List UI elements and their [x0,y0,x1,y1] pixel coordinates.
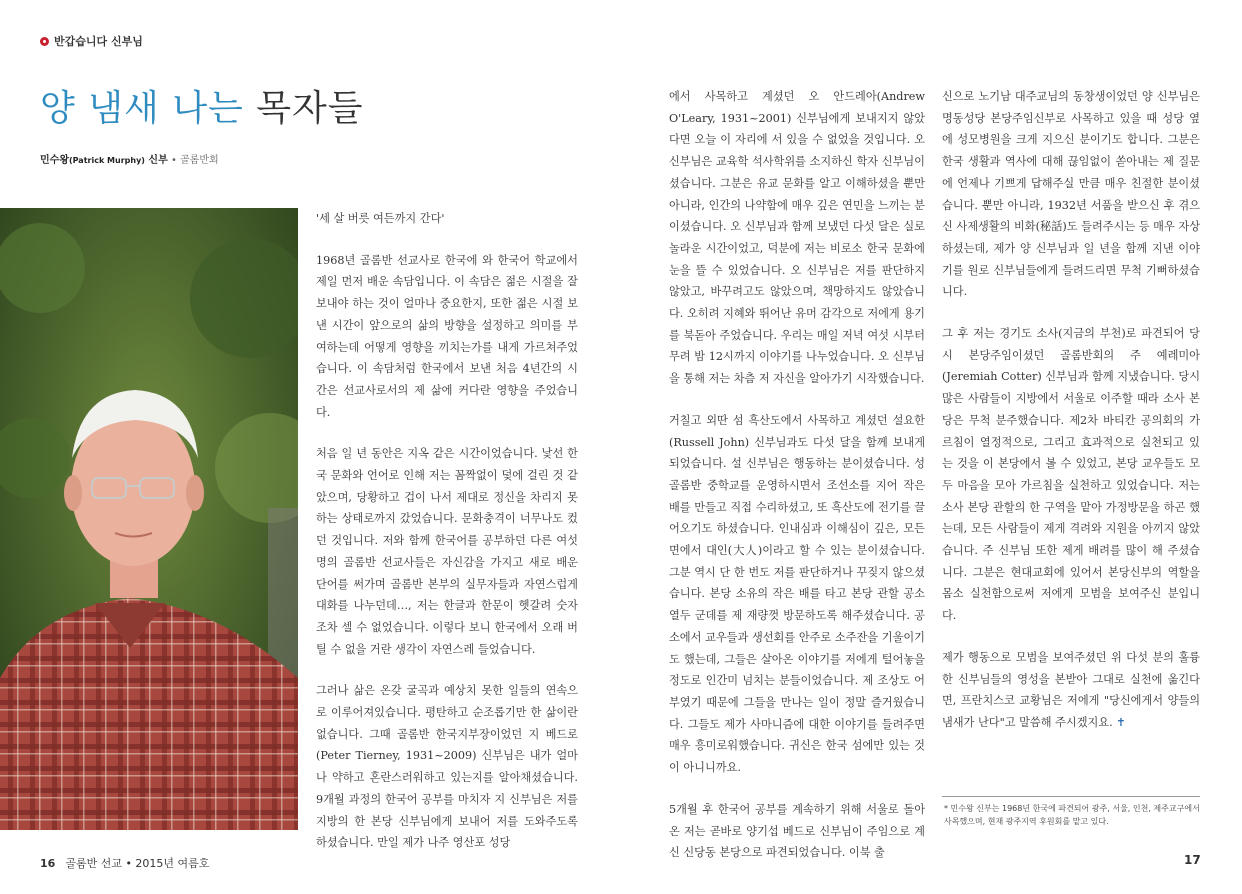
section-tag [40,33,143,49]
article-paragraph: 1968년 골롬반 선교사로 한국에 와 한국어 학교에서 제일 먼저 배운 속담입니다. 이 속담은 젊은 시절을 잘 보내야 하는 것이 얼마나 중요한지, 또한 젊은 시절 보낸 시간이 앞으로의 삶의 방향을 설정하고 의미를 부여하는데 어떻게 영향을 끼치는가를 내게 가르쳐주었습니다. 이 속담처럼 한국에서 보낸 처음 4년간의 시간은 선교사로서의 제 삶에 커다란 영향을 주었습니다. [316,253,578,419]
issue-label: • 2015년 여름호 [121,857,210,870]
article-column-3 [942,86,1200,754]
author-org: • 골롬반회 [167,155,219,166]
author-photo [0,208,298,830]
title-accent: 양 냄새 나는 [40,88,244,129]
article-paragraph: 5개월 후 한국어 공부를 계속하기 위해 서울로 돌아온 저는 곧바로 양기섭 베드로 신부님이 주임으로 계신 신당동 본당으로 파견되었습니다. 이북 출 [669,802,925,860]
article-paragraph: 처음 일 년 동안은 지옥 같은 시간이었습니다. 낯선 한국 문화와 언어로 인해 저는 꼼짝없이 덫에 걸린 것 같았으며, 당황하고 겁이 나서 제대로 정신을 차리지 못하는 상태로까지 갔었습니다. 문화충격이 너무나도 컸던 것입니다. 저와 함께 한국어를 공부하던 다른 여섯 명의 골롬반 선교사들은 자신감을 가지고 새로 배운 단어를 써가며 골롬반 본부의 실무자들과 자연스럽게 대화를 나누던데…, 저는 한글과 한문이 헷갈려 숫자조차 셀 수 없었습니다. 이렇다 보니 한국에서 오래 버틸 수 없을 거란 생각이 자연스레 들었습니다. [316,447,578,656]
article-paragraph: 그 후 저는 경기도 소사(지금의 부천)로 파견되어 당시 본당주임이셨던 골롬반회의 주 예레미아(Jeremiah Cotter) 신부님과 함께 지냈습니다. 당시 많은 사람들이 지방에서 서울로 이주할 때라 소사 본당은 무척 분주했습니다. 제2차 바티칸 공의회의 가르침이 열정적으로, 그리고 효과적으로 실천되고 있는 것을 이 본당에서 볼 수 있었고, 본당 교우들도 모두 마음을 모아 가르침을 실천하고 있었습니다. 저는 소사 본당 관할의 한 구역을 맡아 가정방문을 하곤 했는데, 모든 사람들이 제게 격려와 지원을 아끼지 않았습니다. 주 신부님 또한 제게 배려를 많이 해 주셨습니다. 그분은 현대교회에 있어서 본당신부의 역할을 몸소 실천함으로써 저에게 모범을 보여주신 분입니다. [942,327,1200,623]
article-paragraph [942,647,1200,734]
article-paragraph: 거칠고 외딴 섬 흑산도에서 사목하고 계셨던 설요한(Russell John) 신부님과도 다섯 달을 함께 보내게 되었습니다. 설 신부님은 행동하는 분이셨습니다. 성 골롬반 중학교를 운영하시면서 조선소를 지어 작은 배를 만들고 직접 수리하셨고, 또 흑산도에 전기를 끌어오기도 하셨습니다. 인내심과 이해심이 깊은, 모든 면에서 대인(大人)이라고 할 수 있는 분이셨습니다. 그분 역시 단 한 번도 저를 판단하거나 꾸짖지 않으셨습니다. 본당 소유의 작은 배를 타고 본당 관할 공소 열두 군데를 제 재량껏 방문하도록 해주셨습니다. 공소에서 교우들과 생선회를 안주로 소주잔을 기울이기도 했는데, 그들은 살아온 이야기를 저에게 털어놓을 정도로 인간미 넘치는 분들이었습니다. 제 조상도 어부였기 때문에 그들을 만나는 일이 정말 즐거웠습니다. 그들도 제가 사마니즘에 대한 이야기를 들려주면 매우 흥미로워했습니다. 귀신은 한국 섬에만 있는 것이 아니니까요. [669,413,925,775]
article-paragraph: 에서 사목하고 계셨던 오 안드레아(Andrew O'Leary, 1931~2001) 신부님에게 보내지지 않았다면 오늘 이 자리에 서 있을 수 없었을 것입니다. 오 신부님은 교육학 석사학위를 소지하신 학자 신부님이셨습니다. 그분은 유교 문화를 알고 이해하셨을 뿐만 아니라, 인간의 나약함에 매우 깊은 연민을 느끼는 분이셨습니다. 오 신부님과 함께 보냈던 다섯 달은 실로 놀라운 시간이었고, 덕분에 저는 비로소 한국 문화에 눈을 뜰 수 있었습니다. 오 신부님은 저를 판단하지 않았고, 바꾸려고도 않았으며, 책망하지도 않았습니다. 오히려 지혜와 뛰어난 유머 감각으로 저에게 용기를 북돋아 주었습니다. 우리는 매일 저녁 여섯 시부터 무려 밤 12시까지 이야기를 나누었습니다. 오 신부님을 통해 저는 차츰 저 자신을 알아가기 시작했습니다. [669,90,925,386]
closing-paragraph-text: 제가 행동으로 모범을 보여주셨던 위 다섯 분의 훌륭한 신부님들의 영성을 본받아 그대로 실천에 옮긴다면, 프란치스코 교황님은 저에게 "당신에게서 양들의 냄새가 난다"고 말씀해 주시겠지요. [942,650,1200,729]
left-page-number: 16 [40,857,56,870]
author-name: 민수왕 [40,155,69,166]
author-role: 신부 [144,155,168,166]
footnote: * 민수왕 신부는 1968년 한국에 파견되어 광주, 서울, 인천, 제주교구에서 사목했으며, 현재 광주지역 후원회를 맡고 있다. [944,804,1200,826]
portrait-illustration [0,208,298,830]
publication-name: 골롬반 선교 [65,857,122,870]
article-paragraph: 그러나 삶은 온갖 굴곡과 예상치 못한 일들의 연속으로 이루어져있습니다. 평탄하고 순조롭기만 한 삶이란 없습니다. 그때 골롬반 한국지부장이었던 지 베드로(Peter Tierney, 1931~2009) 신부님은 내가 얼마나 약하고 혼란스러워하고 있는지를 알아채셨습니다. 9개월 과정의 한국어 공부를 마치자 지 신부님은 저를 지방의 한 본당 신부님에게 보내어 저를 도와주도록 하셨습니다. 만일 제가 나주 영산포 성당 [316,684,578,850]
article-column-2 [669,86,925,884]
article-paragraph: 신으로 노기남 대주교님의 동창생이었던 양 신부님은 명동성당 본당주임신부로 사목하고 있을 때 성당 옆에 성모병원을 크게 지으신 분이기도 합니다. 그분은 한국 생활과 역사에 대해 끊임없이 쏟아내는 제 질문에 언제나 기쁘게 답해주실 만큼 매우 친절한 분이셨습니다. 뿐만 아니라, 1932년 서품을 받으신 후 겪으신 사제생활의 비화(秘話)도 들려주시는 등 매우 자상하셨는데, 제가 양 신부님과 일 년을 함께 지낸 이야기를 원로 신부님들에게 들려드리면 무척 기뻐하셨습니다. [942,90,1200,299]
article-title [40,80,364,131]
left-folio [40,855,209,871]
author-latin: (Patrick Murphy) [68,156,145,165]
article-column-1 [316,208,578,874]
right-page-number: 17 [1184,853,1201,867]
end-mark-icon: ✝ [1116,715,1126,729]
footnote-divider [942,796,1200,797]
bullet-icon [40,37,49,46]
title-rest: 목자들 [243,88,364,129]
section-tag-label: 반갑습니다 신부님 [54,35,143,48]
byline [40,151,219,166]
article-paragraph: '세 살 버릇 여든까지 간다' [316,212,445,225]
